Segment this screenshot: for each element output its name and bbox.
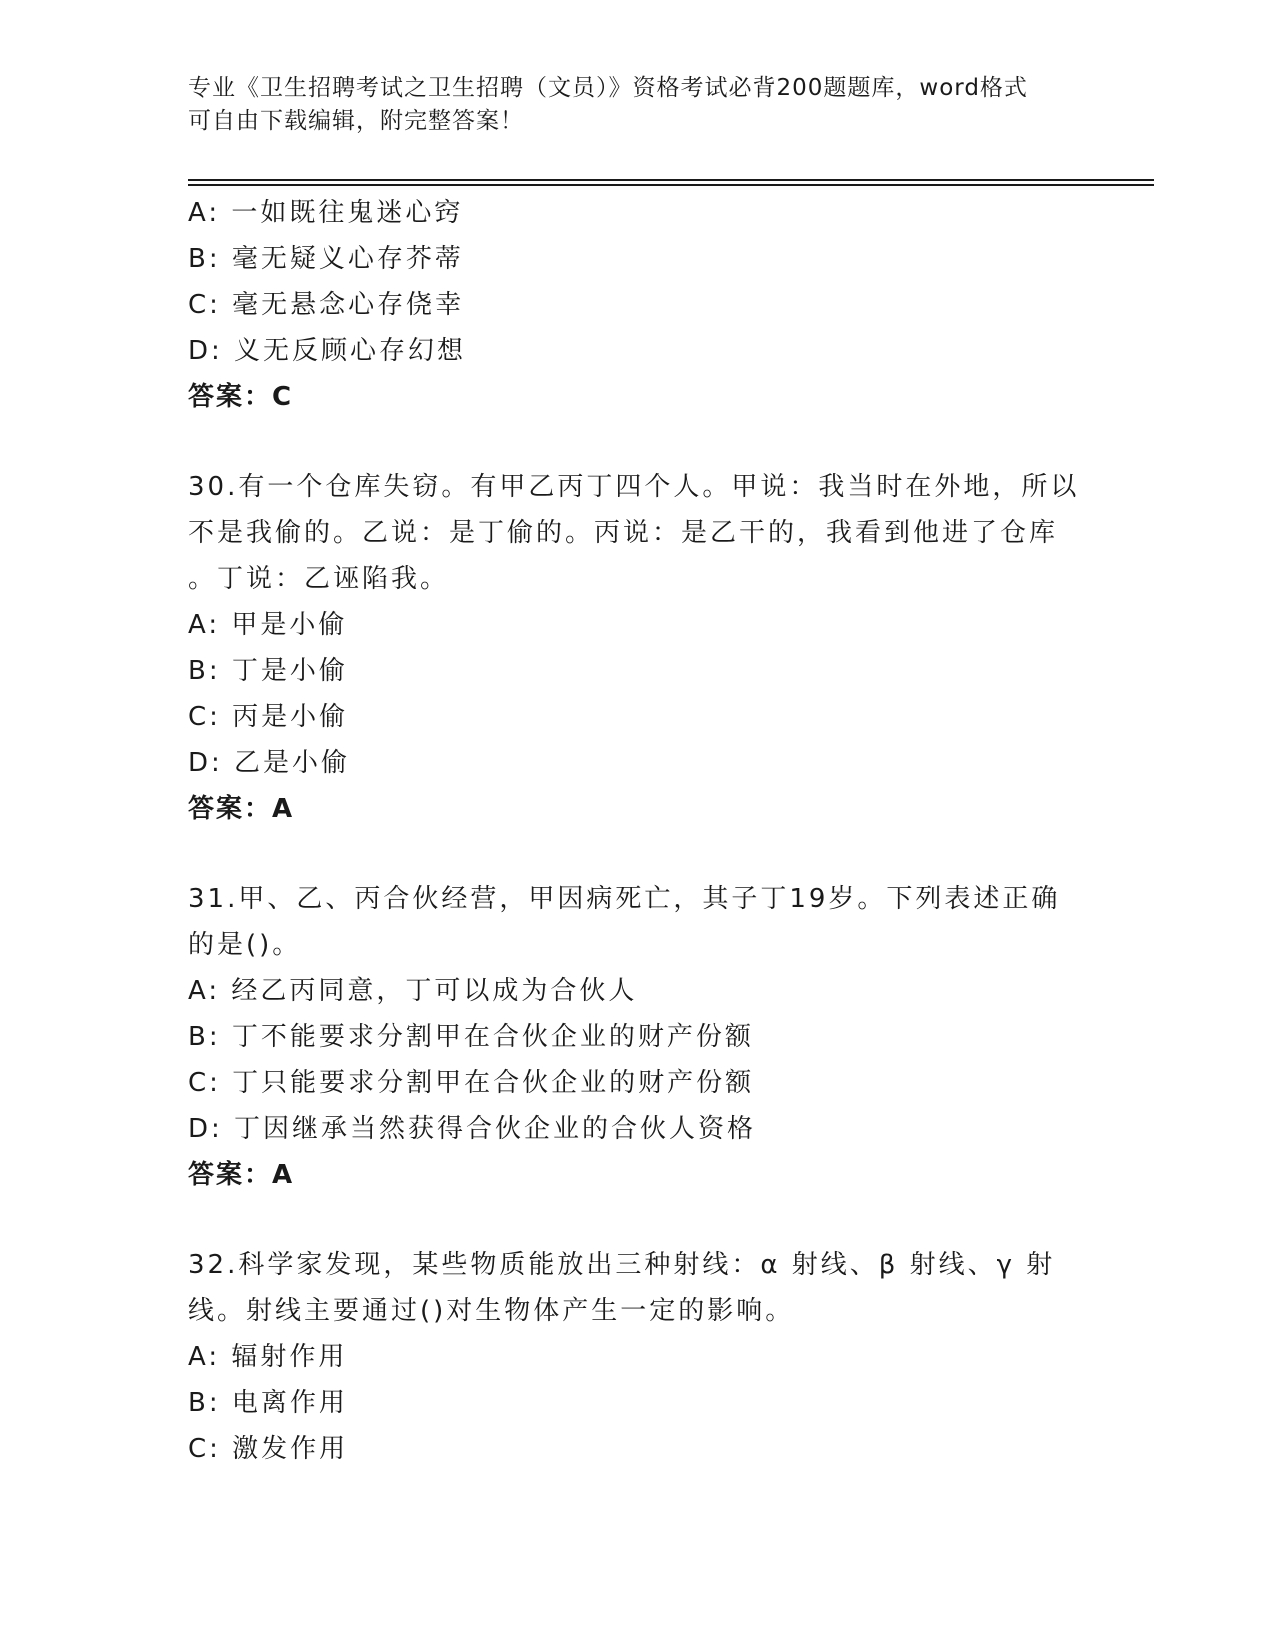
question-text-line: 线。射线主要通过()对生物体产生一定的影响。 bbox=[188, 1296, 795, 1326]
question-31 bbox=[188, 876, 1088, 1198]
question-text-line: 30.有一个仓库失窃。有甲乙丙丁四个人。甲说：我当时在外地，所以 bbox=[188, 472, 1080, 502]
option-d: D: 义无反顾心存幻想 bbox=[188, 336, 467, 366]
option-d: D: 丁因继承当然获得合伙企业的合伙人资格 bbox=[188, 1114, 757, 1144]
document-header bbox=[188, 72, 1068, 138]
header-line-1: 专业《卫生招聘考试之卫生招聘（文员）》资格考试必背200题题库，word格式 bbox=[188, 75, 1028, 101]
answer-label: 答案： bbox=[188, 1160, 273, 1190]
option-c: C: 激发作用 bbox=[188, 1434, 349, 1464]
answer-line bbox=[188, 374, 1088, 420]
option-d: D: 乙是小偷 bbox=[188, 748, 351, 778]
question-text-line: 32.科学家发现，某些物质能放出三种射线：α 射线、β 射线、γ 射 bbox=[188, 1250, 1056, 1280]
option-b: B: 电离作用 bbox=[188, 1388, 348, 1418]
question-text-line: 。丁说：乙诬陷我。 bbox=[188, 564, 450, 594]
answer-value: A bbox=[272, 1160, 295, 1190]
answer-label: 答案： bbox=[188, 794, 273, 824]
option-a: A: 甲是小偷 bbox=[188, 610, 348, 640]
question-32 bbox=[188, 1242, 1088, 1472]
header-line-2: 可自由下载编辑，附完整答案！ bbox=[188, 108, 524, 134]
answer-value: A bbox=[272, 794, 295, 824]
option-c: C: 丁只能要求分割甲在合伙企业的财产份额 bbox=[188, 1068, 755, 1098]
question-text-line: 31.甲、乙、丙合伙经营，甲因病死亡，其子丁19岁。下列表述正确 bbox=[188, 884, 1061, 914]
question-text-line: 的是()。 bbox=[188, 930, 302, 960]
question-list bbox=[188, 190, 1088, 1472]
option-a: A: 经乙丙同意，丁可以成为合伙人 bbox=[188, 976, 638, 1006]
header-rule-top bbox=[188, 179, 1154, 181]
answer-value: C bbox=[272, 382, 294, 412]
header-rule-bottom bbox=[188, 184, 1154, 186]
answer-line bbox=[188, 786, 1088, 832]
option-b: B: 毫无疑义心存芥蒂 bbox=[188, 244, 464, 274]
answer-label: 答案： bbox=[188, 382, 273, 412]
question-text-line: 不是我偷的。乙说：是丁偷的。丙说：是乙干的，我看到他进了仓库 bbox=[188, 518, 1059, 548]
option-b: B: 丁不能要求分割甲在合伙企业的财产份额 bbox=[188, 1022, 754, 1052]
option-c: C: 毫无悬念心存侥幸 bbox=[188, 290, 465, 320]
question-30 bbox=[188, 464, 1088, 832]
answer-line bbox=[188, 1152, 1088, 1198]
option-a: A: 辐射作用 bbox=[188, 1342, 348, 1372]
option-c: C: 丙是小偷 bbox=[188, 702, 349, 732]
option-a: A: 一如既往鬼迷心窍 bbox=[188, 198, 464, 228]
option-b: B: 丁是小偷 bbox=[188, 656, 348, 686]
question-29-continued bbox=[188, 190, 1088, 420]
